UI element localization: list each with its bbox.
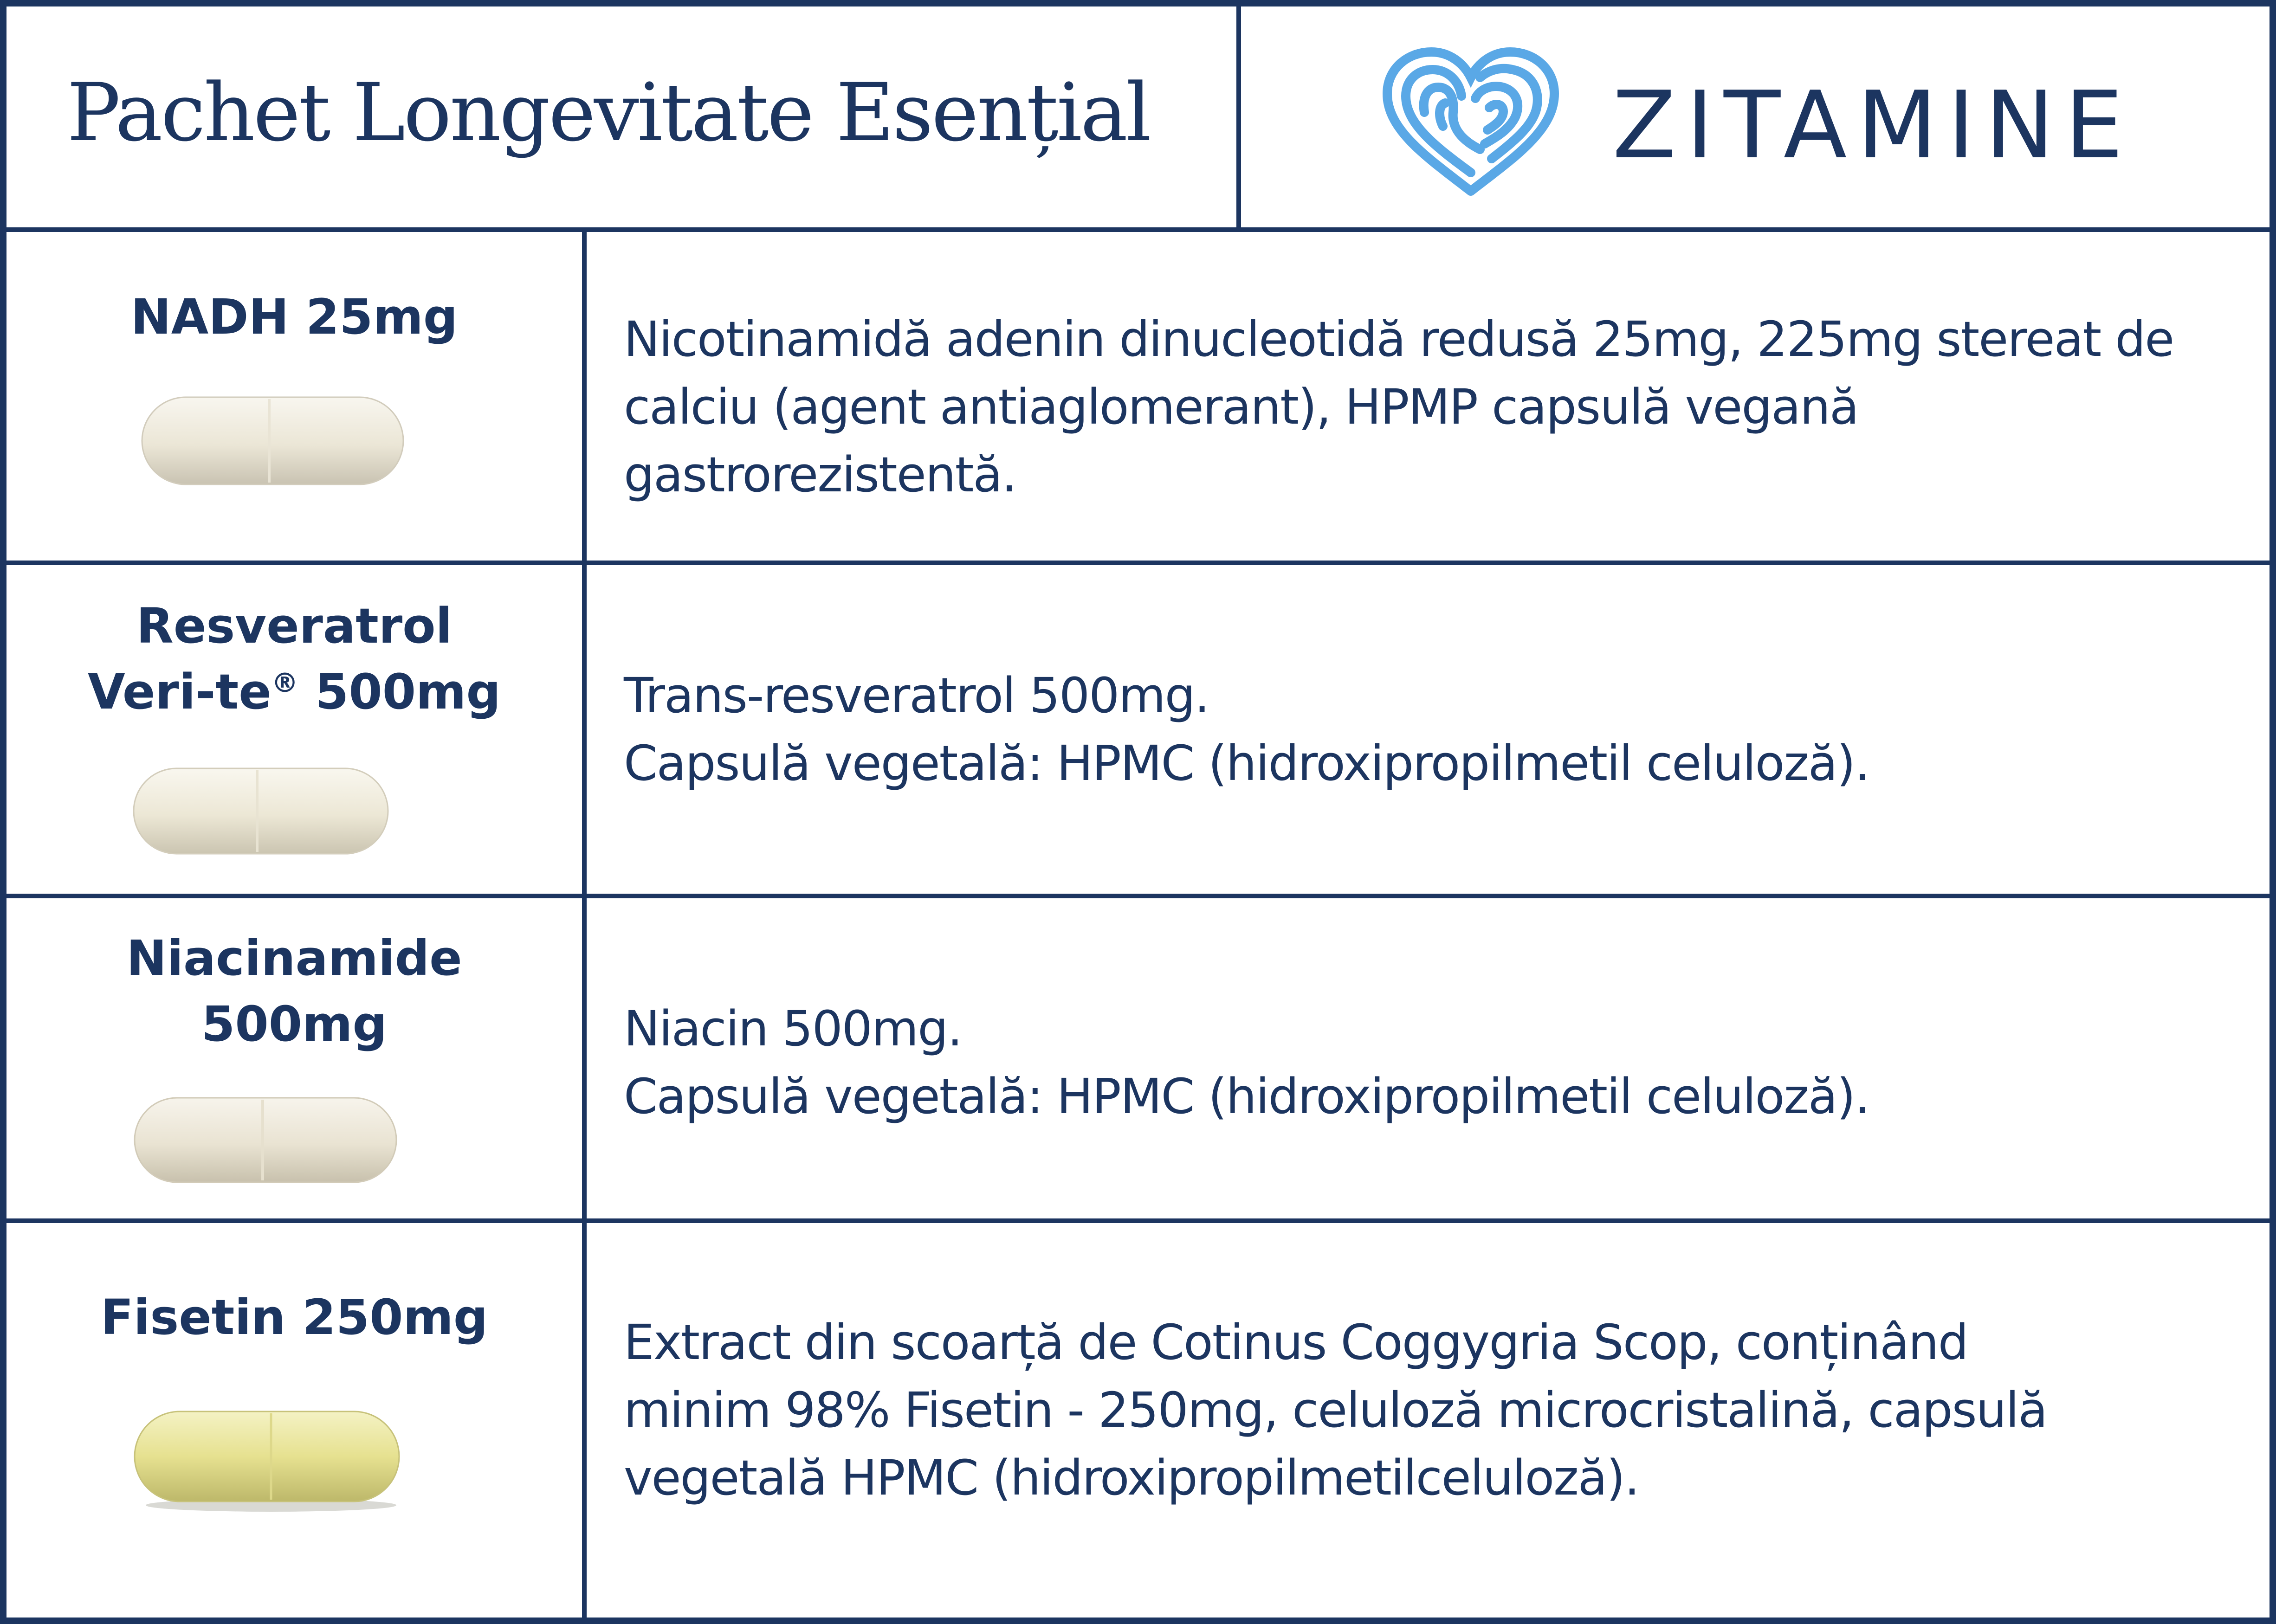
product-description [624,662,2239,797]
description-line: calciu (agent antiaglomerant), HPMP capsulă vegană [624,379,1858,435]
product-name-line: Resveratrol [136,598,453,654]
product-name-line: NADH 25mg [130,289,458,345]
product-name [6,593,582,725]
white-capsule-icon [132,1095,399,1185]
fingerprint-heart-logo-icon [1373,43,1568,200]
product-name [6,1284,582,1350]
description-line: Trans-resveratrol 500mg. [624,667,1209,724]
table-header [6,6,2270,232]
description-line: Extract din scoarță de Cotinus Coggygria Scop, conținând [624,1314,1968,1371]
registered-mark: ® [271,667,298,699]
description-line: vegetală HPMC (hidroxipropilmetilceluloză). [624,1450,1639,1506]
product-name-cell [6,565,587,894]
description-line: Capsulă vegetală: HPMC (hidroxipropilmetil celuloză). [624,1068,1869,1125]
brand-wordmark: ZITAMINE [1612,71,2134,180]
product-name-part: 500mg [298,664,501,720]
white-capsule-icon [131,766,391,857]
table-row [6,565,2270,898]
table-row [6,1223,2270,1624]
table-row [6,232,2270,565]
product-name-line: Niacinamide [126,930,462,986]
product-name-cell [6,232,587,561]
product-name-part: Veri-te [88,664,272,720]
brand-cell [1241,6,2270,227]
description-line: gastrorezistentă. [624,446,1016,503]
product-name-cell [6,898,587,1218]
yellow-capsule-icon [132,1409,410,1515]
page-title: Pachet Longevitate Esențial [67,66,1150,159]
white-capsule-icon [139,394,406,487]
table-row [6,898,2270,1223]
product-description [624,305,2239,509]
product-name-cell [6,1223,587,1624]
product-name [6,284,582,350]
description-line: minim 98% Fisetin - 250mg, celuloză microcristalină, capsulă [624,1382,2047,1438]
description-line: Niacin 500mg. [624,1000,962,1057]
description-line: Nicotinamidă adenin dinucleotidă redusă 25mg, 225mg stereat de [624,311,2174,367]
product-description [624,995,2239,1130]
product-name-line [6,659,582,725]
product-description [624,1308,2239,1512]
product-name-line: 500mg [201,996,387,1052]
title-cell [6,6,1241,227]
product-name-line: Fisetin 250mg [100,1289,488,1346]
description-line: Capsulă vegetală: HPMC (hidroxipropilmetil celuloză). [624,735,1869,792]
product-name [6,925,582,1057]
